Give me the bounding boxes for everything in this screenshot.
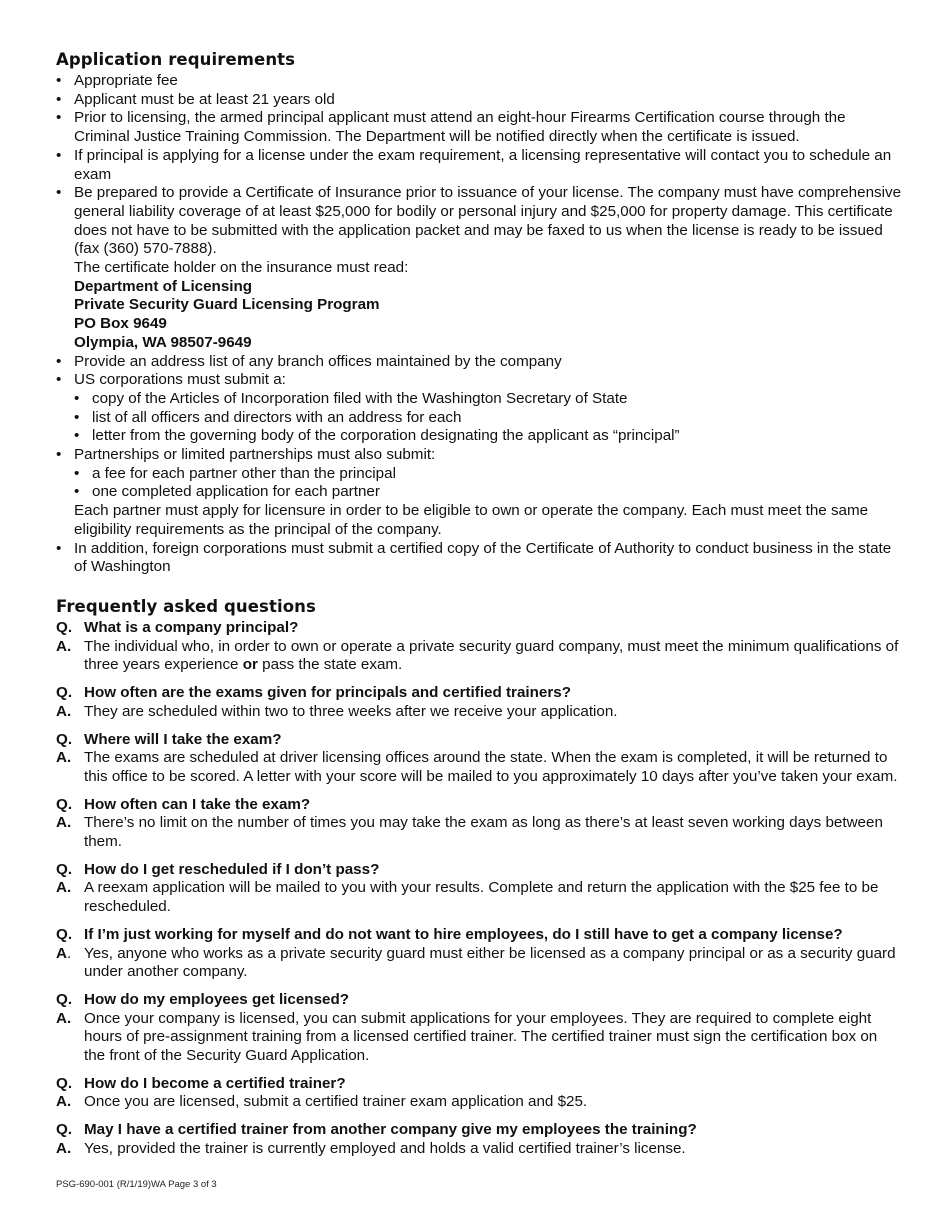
a-label: A.: [56, 749, 72, 767]
partner-item: • a fee for each partner other than the principal: [74, 465, 902, 484]
faq-item: [56, 1075, 902, 1112]
address-line-4: Olympia, WA 98507-9649: [74, 333, 252, 351]
faq-item: [56, 684, 902, 721]
partner-sublist: [56, 465, 902, 502]
faq-answer: Once your company is licensed, you can submit applications for your employees. They are required to complete eight hours of pre-assignment training from a licensed certified trainer. The certified trainer must sign the certification box on the front of the Security Guard Application.: [84, 1009, 878, 1065]
faq-heading: Frequently asked questions: [56, 596, 316, 616]
q-label: Q.: [56, 618, 73, 636]
faq-answer: They are scheduled within two to three weeks after we receive your application.: [84, 702, 618, 720]
req-insurance: [56, 184, 902, 259]
a-label: A.: [56, 637, 72, 655]
a-label: A.: [56, 1139, 72, 1157]
faq-question: How often are the exams given for principals and certified trainers?: [84, 684, 571, 702]
faq-answer: There’s no limit on the number of times you may take the exam as long as there’s at least seven working days between them.: [84, 814, 883, 851]
faq-item: [56, 619, 902, 675]
requirements-list-4: [56, 540, 902, 577]
faq-answer: A reexam application will be mailed to you with your results. Complete and return the application with the $25 fee to be rescheduled.: [84, 879, 879, 916]
faq-answer: Yes, provided the trainer is currently employed and holds a valid certified trainer’s license.: [84, 1139, 686, 1157]
faq-item: [56, 926, 902, 982]
faq-answer: Once you are licensed, submit a certified trainer exam application and $25.: [84, 1093, 588, 1111]
faq-question: How do my employees get licensed?: [84, 990, 350, 1008]
corp-sublist: [56, 390, 902, 446]
holder-block: [56, 259, 902, 353]
a-label: A.: [56, 879, 72, 897]
req-fee: • Appropriate fee: [56, 72, 902, 91]
req-partner: • Partnerships or limited partnerships must also submit:: [56, 446, 902, 465]
faq-question: What is a company principal?: [84, 618, 299, 636]
address-line-2: Private Security Guard Licensing Program: [74, 296, 380, 314]
q-label: Q.: [56, 925, 73, 943]
address-line-1: Department of Licensing: [74, 277, 253, 295]
q-label: Q.: [56, 1121, 73, 1139]
faq-item: [56, 1121, 902, 1158]
faq-answer: Yes, anyone who works as a private security guard must either be licensed as a company principal or as a security guard under another company.: [84, 944, 896, 981]
holder-intro: The certificate holder on the insurance must read:: [74, 259, 409, 277]
req-exam: • If principal is applying for a license under the exam requirement, a licensing representative will contact you to schedule an exam: [56, 147, 902, 184]
faq-item: [56, 796, 902, 852]
faq-answer: The exams are scheduled at driver licensing offices around the state. When the exam is completed, it will be returned to this office to be scored. A letter with your score will be mailed to you approximately 10 days after you’ve taken your exam.: [84, 749, 898, 785]
corp-item: • list of all officers and directors with an address for each: [74, 409, 902, 428]
requirements-heading: Application requirements: [56, 50, 296, 69]
insurance-text: Be prepared to provide a Certificate of Insurance prior to issuance of your license. The company must have comprehensive general liability coverage of at least $25,000 for bodily or personal injury and $25,000 for property damage. This certificate does not have to be submitted with the application packet and may be faxed to us when the license is ready to be issued (fax (360) 570-7888).: [74, 184, 902, 258]
a-label: A.: [56, 944, 72, 962]
req-branch: • Provide an address list of any branch offices maintained by the company: [56, 353, 902, 372]
requirements-list-3: [56, 446, 902, 465]
faq-item: [56, 861, 902, 917]
faq-question: Where will I take the exam?: [84, 730, 282, 748]
a-label: A.: [56, 1093, 72, 1111]
faq-item: [56, 731, 902, 787]
req-age: • Applicant must be at least 21 years old: [56, 91, 902, 110]
a-label: A.: [56, 814, 72, 832]
corp-item: • letter from the governing body of the corporation designating the applicant as “principal”: [74, 427, 902, 446]
faq-answer: The individual who, in order to own or operate a private security guard company, must meet the minimum qualifications of three years experience or pass the state exam.: [84, 637, 899, 674]
partner-note: Each partner must apply for licensure in order to be eligible to own or operate the company. Each must meet the same eligibility requirements as the principal of the company.: [74, 502, 869, 538]
faq-question: If I’m just working for myself and do not want to hire employees, do I still have to get a company license?: [84, 925, 843, 943]
faq-question: May I have a certified trainer from another company give my employees the training?: [84, 1121, 697, 1139]
q-label: Q.: [56, 1074, 73, 1092]
q-label: Q.: [56, 795, 73, 813]
req-firearms: • Prior to licensing, the armed principal applicant must attend an eight-hour Firearms Certification course through the Criminal Justice Training Commission. The Department will be notified directly when the certificate is issued.: [56, 109, 902, 146]
page-footer: PSG-690-001 (R/1/19)WA Page 3 of 3: [56, 1179, 217, 1190]
corp-item: • copy of the Articles of Incorporation filed with the Washington Secretary of State: [74, 390, 902, 409]
req-foreign: • In addition, foreign corporations must submit a certified copy of the Certificate of Authority to conduct business in the state of Washington: [56, 540, 902, 577]
faq-question: How often can I take the exam?: [84, 795, 311, 813]
faq-question: How do I get rescheduled if I don’t pass?: [84, 860, 380, 878]
q-label: Q.: [56, 684, 73, 702]
faq-question: How do I become a certified trainer?: [84, 1074, 346, 1092]
a-label: A.: [56, 702, 72, 720]
document-page: [56, 50, 902, 1168]
q-label: Q.: [56, 860, 73, 878]
q-label: Q.: [56, 730, 73, 748]
faq-item: [56, 991, 902, 1066]
q-label: Q.: [56, 990, 73, 1008]
partner-item: • one completed application for each partner: [74, 483, 902, 502]
req-corp: • US corporations must submit a:: [56, 371, 902, 390]
requirements-list: [56, 72, 902, 259]
requirements-list-2: [56, 353, 902, 390]
address-line-3: PO Box 9649: [74, 315, 167, 333]
a-label: A.: [56, 1009, 72, 1027]
